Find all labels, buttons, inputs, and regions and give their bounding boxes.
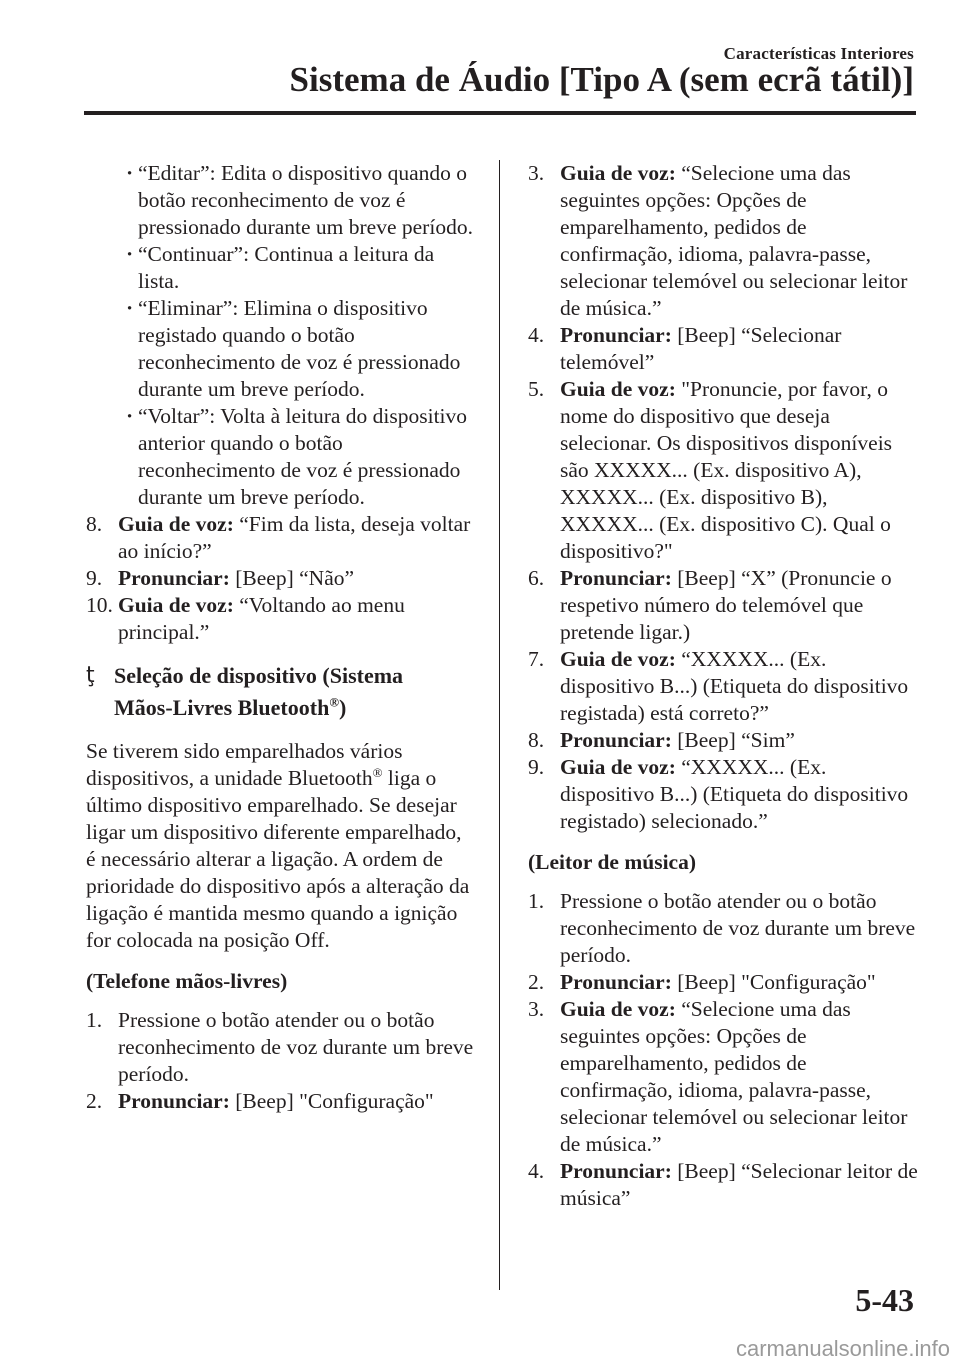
step-text: “Selecione uma das seguintes opções: Opções de emparelhamento, pedidos de confirmação, idioma, palavra-passe, selecionar telemóvel ou selecionar leitor de música.” [560, 161, 908, 320]
page-title: Sistema de Áudio [Tipo A (sem ecrã tátil)] [289, 60, 914, 99]
step-item [528, 160, 918, 322]
paragraph-text-2: liga o último dispositivo emparelhado. Se desejar ligar um dispositivo diferente emparelhado, é necessário alterar a ligação. A ordem de prioridade do dispositivo após a alteração da ligação é mantida mesmo quando a ignição for colocada na posição Off. [86, 766, 470, 952]
body-paragraph [86, 738, 476, 954]
bullet-item [86, 241, 476, 295]
step-label: Guia de voz: [118, 512, 234, 536]
section-heading-line1: Seleção de dispositivo (Sistema [114, 663, 404, 688]
step-label: Pronunciar: [560, 323, 672, 347]
step-text: “Voltando ao menu principal.” [118, 593, 405, 644]
bullet-item [86, 403, 476, 511]
section-name: Características Interiores [723, 44, 914, 63]
step-text: “Fim da lista, deseja voltar ao início?” [118, 512, 471, 563]
section-heading [86, 660, 476, 724]
step-text: "Pronuncie, por favor, o nome do dispositivo que deseja selecionar. Os dispositivos disponíveis são XXXXX... (Ex. dispositivo A), XXXXX... (Ex. dispositivo B), XXXXX... (Ex. dispositivo C). Qual o dispositivo?" [560, 377, 893, 563]
step-item [86, 1007, 476, 1088]
step-number: 1. [528, 889, 545, 913]
step-number: 4. [528, 323, 545, 347]
registered-mark: ® [329, 694, 340, 710]
step-text: Pressione o botão atender ou o botão reconhecimento de voz durante um breve período. [118, 1008, 474, 1086]
step-text: [Beep] “X” (Pronuncie o respetivo número do telemóvel que pretende ligar.) [560, 566, 892, 644]
step-number: 6. [528, 566, 545, 590]
step-item [528, 996, 918, 1158]
bullet-dot: · [126, 296, 134, 320]
paragraph-text-1: Se tiverem sido emparelhados vários dispositivos, a unidade Bluetooth [86, 739, 403, 790]
subsection-heading-phone: (Telefone mãos-livres) [86, 969, 288, 993]
step-item [86, 511, 476, 565]
step-label: Pronunciar: [560, 566, 672, 590]
bullet-text: “Continuar”: Continua a leitura da lista. [138, 242, 435, 293]
step-item [528, 969, 918, 996]
step-item [528, 376, 918, 565]
step-text: [Beep] “Selecionar telemóvel” [560, 323, 842, 374]
step-number: 8. [86, 512, 103, 536]
step-item [86, 1088, 476, 1115]
step-item [528, 754, 918, 835]
left-column [86, 160, 476, 1115]
step-item [528, 888, 918, 969]
column-divider [499, 160, 500, 1290]
page-number: 5-43 [855, 1282, 914, 1318]
step-number: 4. [528, 1159, 545, 1183]
right-column [528, 160, 918, 1212]
registered-mark: ® [372, 764, 383, 780]
step-label: Pronunciar: [560, 1159, 672, 1183]
bullet-text: “Eliminar”: Elimina o dispositivo registado quando o botão reconhecimento de voz é pressionado durante um breve período. [138, 296, 461, 401]
step-label: Pronunciar: [560, 728, 672, 752]
step-number: 5. [528, 377, 545, 401]
step-item [528, 565, 918, 646]
step-number: 3. [528, 997, 545, 1021]
step-label: Guia de voz: [560, 647, 676, 671]
step-label: Guia de voz: [560, 755, 676, 779]
step-label: Pronunciar: [560, 970, 672, 994]
section-heading-line2: Mãos-Livres Bluetooth [114, 695, 330, 720]
bullet-text: “Voltar”: Volta à leitura do dispositivo anterior quando o botão reconhecimento de voz é pressionado durante um breve período. [138, 404, 468, 509]
step-label: Guia de voz: [118, 593, 234, 617]
bullet-text: “Editar”: Edita o dispositivo quando o botão reconhecimento de voz é pressionado durante um breve período. [138, 161, 473, 239]
step-item [528, 727, 918, 754]
step-text: “Selecione uma das seguintes opções: Opções de emparelhamento, pedidos de confirmação, idioma, palavra-passe, selecionar telemóvel ou selecionar leitor de música.” [560, 997, 908, 1156]
step-label: Guia de voz: [560, 997, 676, 1021]
step-number: 10. [86, 593, 113, 617]
step-item [86, 565, 476, 592]
bullet-item [86, 160, 476, 241]
step-number: 2. [86, 1089, 103, 1113]
step-label: Guia de voz: [560, 377, 676, 401]
step-label: Pronunciar: [118, 566, 230, 590]
step-number: 7. [528, 647, 545, 671]
section-heading-close: ) [339, 695, 347, 720]
section-marker-icon: ţ [86, 663, 95, 688]
step-text: Pressione o botão atender ou o botão reconhecimento de voz durante um breve período. [560, 889, 916, 967]
bullet-dot: · [126, 404, 134, 428]
step-item [528, 322, 918, 376]
header-rule [84, 111, 916, 115]
step-text: [Beep] “Não” [229, 566, 355, 590]
step-number: 9. [528, 755, 545, 779]
step-number: 2. [528, 970, 545, 994]
watermark: carmanualsonline.info [735, 1336, 950, 1361]
bullet-item [86, 295, 476, 403]
step-number: 9. [86, 566, 103, 590]
step-number: 3. [528, 161, 545, 185]
step-number: 1. [86, 1008, 103, 1032]
bullet-dot: · [126, 242, 134, 266]
step-text: [Beep] “Selecionar leitor de música” [560, 1159, 918, 1210]
bullet-dot: · [126, 161, 134, 185]
step-text: “XXXXX... (Ex. dispositivo B...) (Etiqueta do dispositivo registada) está correto?” [560, 647, 909, 725]
step-text: “XXXXX... (Ex. dispositivo B...) (Etiqueta do dispositivo registado) selecionado.” [560, 755, 909, 833]
subsection-heading-music: (Leitor de música) [528, 850, 696, 874]
step-number: 8. [528, 728, 545, 752]
step-text: [Beep] "Configuração" [671, 970, 876, 994]
step-label: Pronunciar: [118, 1089, 230, 1113]
step-label: Guia de voz: [560, 161, 676, 185]
step-item [86, 592, 476, 646]
step-text: [Beep] "Configuração" [229, 1089, 434, 1113]
step-text: [Beep] “Sim” [671, 728, 795, 752]
step-item [528, 646, 918, 727]
step-item [528, 1158, 918, 1212]
